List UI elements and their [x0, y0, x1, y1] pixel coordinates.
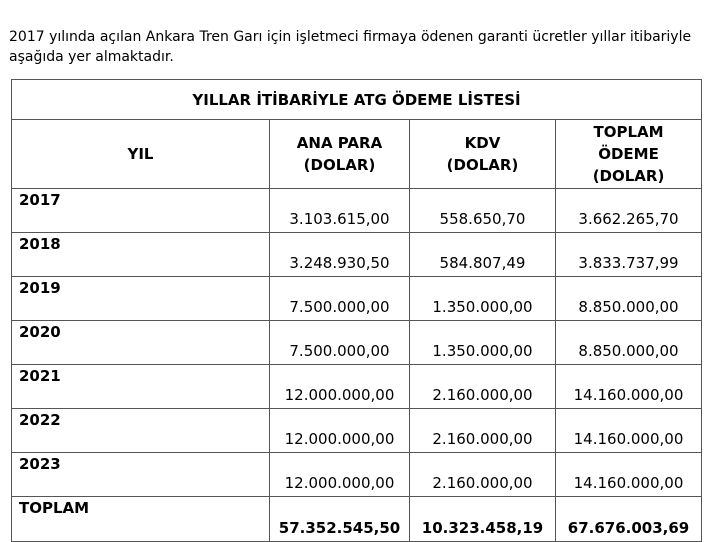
row-principal: 3.248.930,50: [270, 233, 410, 277]
totals-label: TOPLAM: [12, 497, 270, 542]
table-row: [12, 365, 702, 409]
row-total: 14.160.000,00: [556, 365, 702, 409]
row-vat: 584.807,49: [410, 233, 556, 277]
header-vat: [410, 120, 556, 189]
row-total: 14.160.000,00: [556, 409, 702, 453]
row-total: 8.850.000,00: [556, 321, 702, 365]
payment-table: [11, 79, 702, 542]
row-vat: 2.160.000,00: [410, 453, 556, 497]
table-row: [12, 189, 702, 233]
row-principal: 12.000.000,00: [270, 453, 410, 497]
row-principal: 12.000.000,00: [270, 365, 410, 409]
table-row: [12, 453, 702, 497]
row-principal: 3.103.615,00: [270, 189, 410, 233]
header-total-line2: ÖDEME: [598, 145, 659, 163]
header-total-unit: (DOLAR): [592, 167, 665, 185]
row-vat: 2.160.000,00: [410, 409, 556, 453]
row-principal: 7.500.000,00: [270, 277, 410, 321]
table-row: [12, 277, 702, 321]
row-year: 2019: [12, 277, 270, 321]
header-principal-line: ANA PARA: [296, 134, 383, 152]
header-principal: [270, 120, 410, 189]
table-row: [12, 409, 702, 453]
row-total: 3.662.265,70: [556, 189, 702, 233]
table-title: YILLAR İTİBARİYLE ATG ÖDEME LİSTESİ: [12, 80, 702, 120]
row-vat: 558.650,70: [410, 189, 556, 233]
row-year: 2018: [12, 233, 270, 277]
header-total: [556, 120, 702, 189]
row-principal: 12.000.000,00: [270, 409, 410, 453]
row-total: 8.850.000,00: [556, 277, 702, 321]
totals-principal: 57.352.545,50: [270, 497, 410, 542]
header-total-line1: TOPLAM: [593, 123, 664, 141]
header-row: [12, 120, 702, 189]
row-vat: 2.160.000,00: [410, 365, 556, 409]
row-year: 2022: [12, 409, 270, 453]
table-row: [12, 321, 702, 365]
row-year: 2017: [12, 189, 270, 233]
row-vat: 1.350.000,00: [410, 321, 556, 365]
header-principal-unit: (DOLAR): [303, 156, 376, 174]
totals-total: 67.676.003,69: [556, 497, 702, 542]
row-vat: 1.350.000,00: [410, 277, 556, 321]
totals-row: [12, 497, 702, 542]
header-year: YIL: [12, 120, 270, 189]
row-year: 2023: [12, 453, 270, 497]
table-row: [12, 233, 702, 277]
intro-paragraph: 2017 yılında açılan Ankara Tren Garı için işletmeci firmaya ödenen garanti ücretler yıllar itibariyle aşağıda yer almaktadır.: [9, 29, 692, 65]
row-principal: 7.500.000,00: [270, 321, 410, 365]
totals-vat: 10.323.458,19: [410, 497, 556, 542]
row-total: 3.833.737,99: [556, 233, 702, 277]
header-vat-unit: (DOLAR): [446, 156, 519, 174]
row-year: 2021: [12, 365, 270, 409]
row-year: 2020: [12, 321, 270, 365]
header-vat-line: KDV: [464, 134, 501, 152]
row-total: 14.160.000,00: [556, 453, 702, 497]
